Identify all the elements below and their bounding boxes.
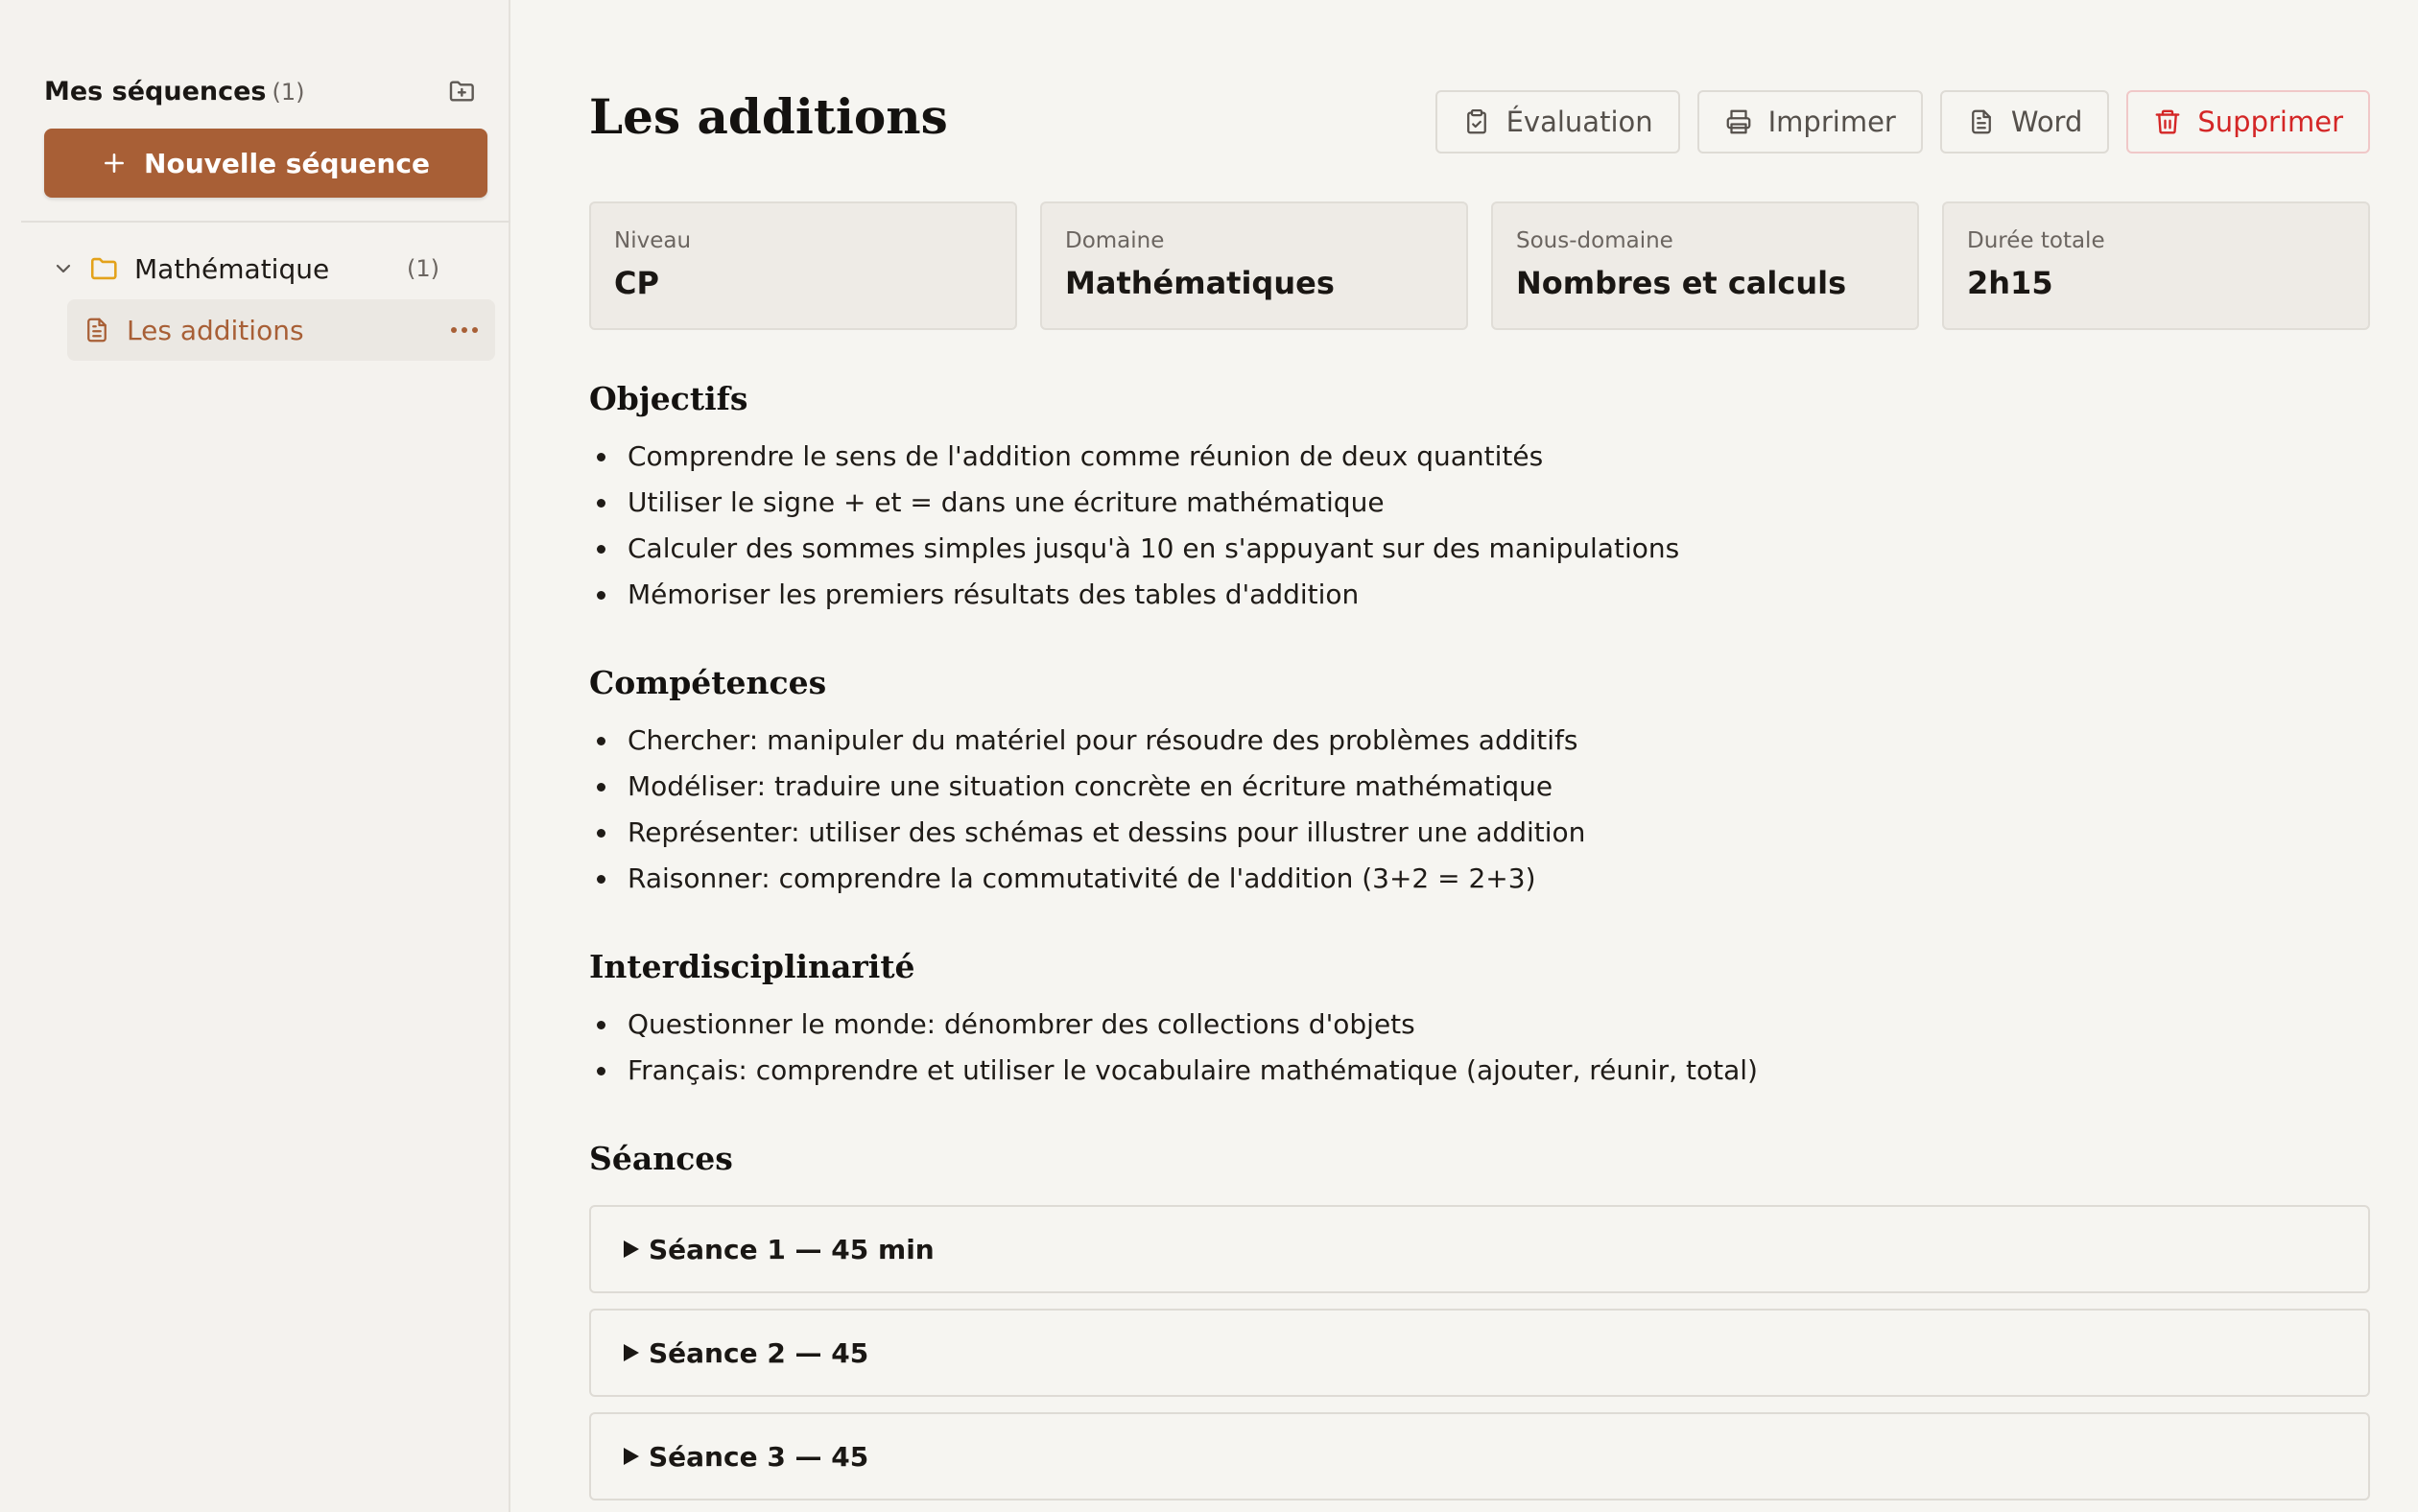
list-item: Utiliser le signe + et = dans une écriture mathématique bbox=[628, 480, 1679, 526]
folder-icon bbox=[88, 252, 121, 285]
evaluation-button[interactable] bbox=[1435, 90, 1680, 154]
trash-icon bbox=[2153, 107, 2182, 136]
folder-plus-icon bbox=[447, 76, 478, 106]
list-item: Représenter: utiliser des schémas et dessins pour illustrer une addition bbox=[628, 810, 1585, 856]
plus-icon bbox=[102, 151, 127, 176]
sidebar-title-text: Mes séquences bbox=[44, 76, 267, 106]
main-content bbox=[589, 0, 2370, 1512]
evaluation-label: Évaluation bbox=[1505, 106, 1653, 138]
word-label: Word bbox=[2010, 106, 2083, 138]
list-item: Questionner le monde: dénombrer des collections d'objets bbox=[628, 1002, 1758, 1048]
seance-accordion-3[interactable] bbox=[589, 1412, 2370, 1500]
new-folder-button[interactable] bbox=[443, 72, 482, 110]
card-value: 2h15 bbox=[1967, 265, 2053, 301]
card-label: Durée totale bbox=[1967, 228, 2105, 253]
card-domaine bbox=[1040, 201, 1468, 330]
printer-icon bbox=[1724, 107, 1753, 136]
section-title-seances: Séances bbox=[589, 1140, 733, 1177]
section-title-competences: Compétences bbox=[589, 664, 827, 701]
expand-triangle-icon bbox=[624, 1448, 639, 1465]
print-label: Imprimer bbox=[1767, 106, 1896, 138]
folder-label: Mathématique bbox=[134, 252, 330, 285]
seance-label: Séance 1 — 45 min bbox=[649, 1233, 935, 1265]
card-duree-totale bbox=[1942, 201, 2370, 330]
section-title-interdisciplinarite: Interdisciplinarité bbox=[589, 948, 915, 985]
list-item: Chercher: manipuler du matériel pour résoudre des problèmes additifs bbox=[628, 718, 1585, 764]
seance-accordion-2[interactable] bbox=[589, 1309, 2370, 1397]
card-niveau bbox=[589, 201, 1017, 330]
card-value: CP bbox=[614, 265, 659, 301]
seance-accordion-1[interactable] bbox=[589, 1205, 2370, 1293]
list-item: Raisonner: comprendre la commutativité de l'addition (3+2 = 2+3) bbox=[628, 856, 1585, 902]
sidebar-title bbox=[44, 77, 305, 106]
delete-label: Supprimer bbox=[2197, 106, 2343, 138]
sidebar-divider bbox=[21, 221, 510, 223]
list-item: Français: comprendre et utiliser le vocabulaire mathématique (ajouter, réunir, total) bbox=[628, 1048, 1758, 1094]
interdisciplinarite-list bbox=[628, 1002, 1758, 1094]
delete-button[interactable] bbox=[2126, 90, 2370, 154]
sidebar bbox=[0, 0, 510, 1512]
card-sous-domaine bbox=[1491, 201, 1919, 330]
clipboard-check-icon bbox=[1462, 107, 1491, 136]
card-label: Domaine bbox=[1065, 228, 1165, 253]
list-item: Mémoriser les premiers résultats des tables d'addition bbox=[628, 572, 1679, 618]
folder-item-mathematique[interactable] bbox=[52, 246, 439, 292]
expand-triangle-icon bbox=[624, 1344, 639, 1361]
list-item: Comprendre le sens de l'addition comme réunion de deux quantités bbox=[628, 434, 1679, 480]
more-options-button[interactable] bbox=[451, 327, 478, 333]
page-title: Les additions bbox=[589, 88, 948, 145]
card-label: Niveau bbox=[614, 228, 692, 253]
list-item: Calculer des sommes simples jusqu'à 10 en s'appuyant sur des manipulations bbox=[628, 526, 1679, 572]
section-title-objectifs: Objectifs bbox=[589, 380, 748, 417]
folder-count: (1) bbox=[407, 255, 439, 282]
info-cards bbox=[589, 201, 2370, 330]
word-export-button[interactable] bbox=[1940, 90, 2110, 154]
card-value: Nombres et calculs bbox=[1516, 265, 1847, 301]
file-text-icon bbox=[1967, 107, 1996, 136]
new-sequence-button[interactable] bbox=[44, 129, 487, 198]
sidebar-count: (1) bbox=[272, 78, 305, 106]
new-sequence-label: Nouvelle séquence bbox=[144, 147, 430, 179]
expand-triangle-icon bbox=[624, 1240, 639, 1258]
seance-label: Séance 2 — 45 bbox=[649, 1336, 869, 1369]
chevron-down-icon[interactable] bbox=[52, 257, 75, 280]
card-value: Mathématiques bbox=[1065, 265, 1335, 301]
list-item: Modéliser: traduire une situation concrète en écriture mathématique bbox=[628, 764, 1585, 810]
competences-list bbox=[628, 718, 1585, 902]
objectifs-list bbox=[628, 434, 1679, 618]
sequence-item-label: Les additions bbox=[127, 314, 304, 346]
seance-label: Séance 3 — 45 bbox=[649, 1440, 869, 1473]
sequence-item-les-additions[interactable] bbox=[67, 299, 495, 361]
document-icon bbox=[83, 316, 111, 344]
card-label: Sous-domaine bbox=[1516, 228, 1673, 253]
print-button[interactable] bbox=[1697, 90, 1923, 154]
action-toolbar bbox=[1435, 90, 2370, 154]
sidebar-header bbox=[44, 71, 482, 111]
